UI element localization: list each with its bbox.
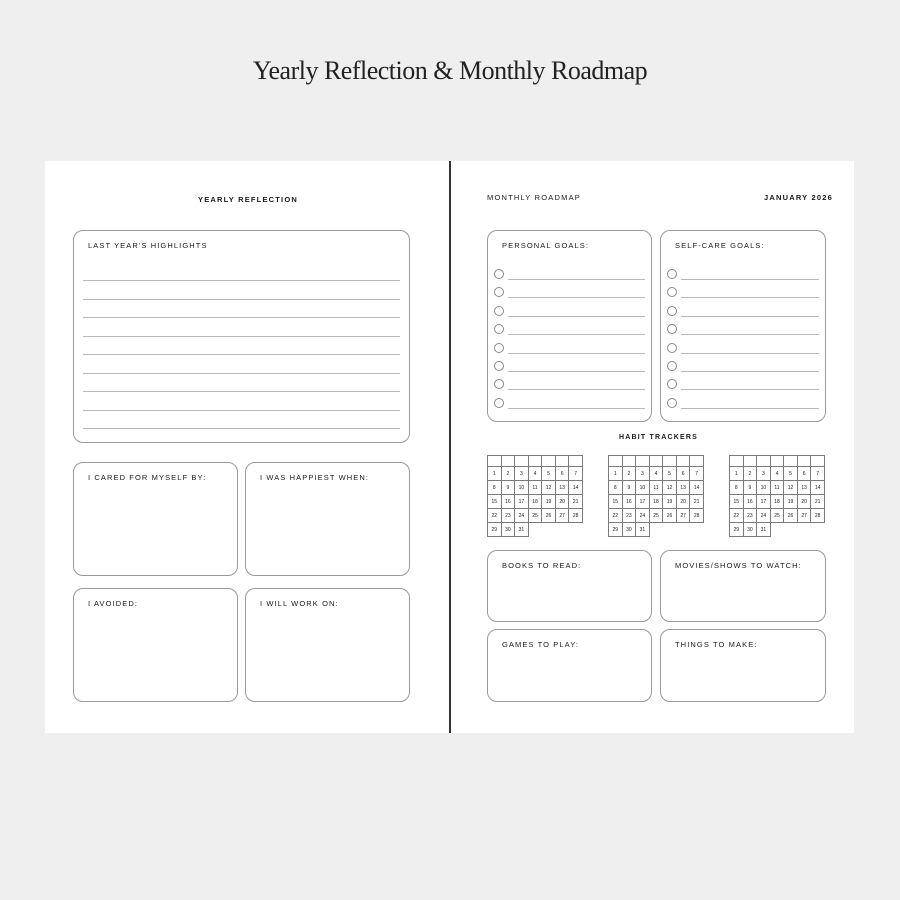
tracker-day-cell[interactable]: 19 (784, 495, 798, 509)
tracker-header-cell[interactable] (663, 456, 677, 467)
goal-line (681, 297, 819, 298)
tracker-header-cell[interactable] (515, 456, 529, 467)
tracker-empty-cell (528, 523, 542, 537)
tracker-day-cell[interactable]: 17 (757, 495, 771, 509)
tracker-day-cell[interactable]: 30 (622, 523, 636, 537)
will-work-on-box[interactable] (245, 588, 410, 702)
writing-line (83, 391, 400, 392)
games-to-play-box[interactable] (487, 629, 652, 702)
tracker-header-cell[interactable] (770, 456, 784, 467)
tracker-header-cell[interactable] (690, 456, 704, 467)
tracker-day-cell[interactable]: 22 (488, 509, 502, 523)
goal-checkbox[interactable] (667, 324, 677, 334)
goal-checkbox[interactable] (667, 306, 677, 316)
movies-shows-label: MOVIES/SHOWS TO WATCH: (675, 561, 802, 570)
tracker-header-cell[interactable] (555, 456, 569, 467)
tracker-day-cell[interactable]: 3 (636, 467, 650, 481)
tracker-day-cell[interactable]: 23 (501, 509, 515, 523)
tracker-day-cell[interactable]: 15 (609, 495, 623, 509)
movies-shows-box[interactable] (660, 550, 826, 622)
tracker-day-cell[interactable]: 9 (743, 481, 757, 495)
writing-line (83, 428, 400, 429)
goal-line (681, 371, 819, 372)
tracker-day-cell[interactable]: 20 (555, 495, 569, 509)
writing-line (83, 280, 400, 281)
goal-line (681, 279, 819, 280)
tracker-header-cell[interactable] (730, 456, 744, 467)
goal-checkbox[interactable] (667, 269, 677, 279)
writing-line (83, 299, 400, 300)
tracker-day-cell[interactable]: 2 (501, 467, 515, 481)
tracker-empty-cell (663, 523, 677, 537)
yearly-reflection-heading: YEARLY REFLECTION (198, 195, 298, 204)
tracker-header-cell[interactable] (622, 456, 636, 467)
tracker-header-cell[interactable] (676, 456, 690, 467)
tracker-empty-cell (542, 523, 556, 537)
tracker-day-cell[interactable]: 10 (636, 481, 650, 495)
tracker-day-cell[interactable]: 10 (515, 481, 529, 495)
tracker-day-cell[interactable]: 15 (730, 495, 744, 509)
goal-checkbox[interactable] (667, 379, 677, 389)
tracker-day-cell[interactable]: 24 (757, 509, 771, 523)
tracker-empty-cell (797, 523, 811, 537)
tracker-day-cell[interactable]: 21 (569, 495, 583, 509)
selfcare-goals-box[interactable] (660, 230, 826, 422)
tracker-day-cell[interactable]: 8 (488, 481, 502, 495)
avoided-box[interactable] (73, 588, 238, 702)
goal-checkbox[interactable] (667, 398, 677, 408)
tracker-day-cell[interactable]: 5 (542, 467, 556, 481)
goal-checkbox[interactable] (494, 343, 504, 353)
tracker-day-cell[interactable]: 12 (784, 481, 798, 495)
tracker-day-cell[interactable]: 1 (730, 467, 744, 481)
tracker-day-cell[interactable]: 17 (636, 495, 650, 509)
selfcare-goals-label: SELF-CARE GOALS: (675, 241, 765, 250)
tracker-day-cell[interactable]: 18 (528, 495, 542, 509)
tracker-day-cell[interactable]: 13 (676, 481, 690, 495)
tracker-day-cell[interactable]: 5 (784, 467, 798, 481)
tracker-day-cell[interactable]: 18 (649, 495, 663, 509)
tracker-day-cell[interactable]: 4 (770, 467, 784, 481)
tracker-day-cell[interactable]: 14 (811, 481, 825, 495)
goal-line (508, 334, 645, 335)
tracker-day-cell[interactable]: 23 (622, 509, 636, 523)
tracker-day-cell[interactable]: 11 (528, 481, 542, 495)
tracker-day-cell[interactable]: 19 (542, 495, 556, 509)
tracker-day-cell[interactable]: 14 (690, 481, 704, 495)
tracker-day-cell[interactable]: 24 (515, 509, 529, 523)
tracker-header-cell[interactable] (649, 456, 663, 467)
goal-line (681, 389, 819, 390)
tracker-header-cell[interactable] (501, 456, 515, 467)
tracker-day-cell[interactable]: 27 (676, 509, 690, 523)
goal-checkbox[interactable] (494, 361, 504, 371)
goal-checkbox[interactable] (667, 343, 677, 353)
goal-checkbox[interactable] (494, 287, 504, 297)
tracker-day-cell[interactable]: 3 (757, 467, 771, 481)
tracker-day-cell[interactable]: 26 (542, 509, 556, 523)
happiest-when-label: I WAS HAPPIEST WHEN: (260, 473, 370, 482)
habit-tracker-1[interactable] (487, 455, 583, 537)
tracker-day-cell[interactable]: 1 (609, 467, 623, 481)
cared-for-myself-label: I CARED FOR MYSELF BY: (88, 473, 207, 482)
tracker-day-cell[interactable]: 11 (770, 481, 784, 495)
tracker-day-cell[interactable]: 29 (488, 523, 502, 537)
tracker-day-cell[interactable]: 14 (569, 481, 583, 495)
writing-line (83, 410, 400, 411)
tracker-day-cell[interactable]: 17 (515, 495, 529, 509)
tracker-day-cell[interactable]: 16 (622, 495, 636, 509)
tracker-day-cell[interactable]: 9 (622, 481, 636, 495)
tracker-empty-cell (770, 523, 784, 537)
tracker-day-cell[interactable]: 16 (743, 495, 757, 509)
goal-line (508, 316, 645, 317)
tracker-header-cell[interactable] (569, 456, 583, 467)
tracker-day-cell[interactable]: 25 (770, 509, 784, 523)
tracker-header-cell[interactable] (636, 456, 650, 467)
tracker-day-cell[interactable]: 26 (663, 509, 677, 523)
tracker-day-cell[interactable]: 1 (488, 467, 502, 481)
highlights-label: LAST YEAR'S HIGHLIGHTS (88, 241, 208, 250)
happiest-when-box[interactable] (245, 462, 410, 576)
tracker-day-cell[interactable]: 29 (730, 523, 744, 537)
tracker-day-cell[interactable]: 30 (743, 523, 757, 537)
goal-checkbox[interactable] (667, 361, 677, 371)
tracker-header-cell[interactable] (528, 456, 542, 467)
goal-line (681, 353, 819, 354)
tracker-day-cell[interactable]: 26 (784, 509, 798, 523)
tracker-empty-cell (784, 523, 798, 537)
tracker-day-cell[interactable]: 31 (515, 523, 529, 537)
goal-line (508, 408, 645, 409)
tracker-day-cell[interactable]: 25 (528, 509, 542, 523)
tracker-day-cell[interactable]: 13 (797, 481, 811, 495)
tracker-empty-cell (676, 523, 690, 537)
tracker-day-cell[interactable]: 5 (663, 467, 677, 481)
goal-line (681, 408, 819, 409)
monthly-roadmap-heading: MONTHLY ROADMAP (487, 193, 581, 202)
tracker-day-cell[interactable]: 12 (542, 481, 556, 495)
games-to-play-label: GAMES TO PLAY: (502, 640, 580, 649)
books-to-read-box[interactable] (487, 550, 652, 622)
writing-line (83, 373, 400, 374)
tracker-day-cell[interactable]: 21 (690, 495, 704, 509)
writing-line (83, 354, 400, 355)
tracker-day-cell[interactable]: 4 (649, 467, 663, 481)
goal-checkbox[interactable] (494, 324, 504, 334)
page-gutter (449, 161, 451, 733)
tracker-empty-cell (649, 523, 663, 537)
tracker-day-cell[interactable]: 24 (636, 509, 650, 523)
tracker-day-cell[interactable]: 3 (515, 467, 529, 481)
tracker-empty-cell (811, 523, 825, 537)
goal-line (681, 334, 819, 335)
things-to-make-box[interactable] (660, 629, 826, 702)
cared-for-myself-box[interactable] (73, 462, 238, 576)
things-to-make-label: THINGS TO MAKE: (675, 640, 758, 649)
tracker-empty-cell (690, 523, 704, 537)
tracker-day-cell[interactable]: 28 (811, 509, 825, 523)
tracker-day-cell[interactable]: 12 (663, 481, 677, 495)
tracker-header-cell[interactable] (784, 456, 798, 467)
goal-line (508, 279, 645, 280)
goal-line (508, 371, 645, 372)
tracker-header-cell[interactable] (542, 456, 556, 467)
goal-line (681, 316, 819, 317)
tracker-day-cell[interactable]: 30 (501, 523, 515, 537)
personal-goals-label: PERSONAL GOALS: (502, 241, 590, 250)
tracker-day-cell[interactable]: 19 (663, 495, 677, 509)
tracker-day-cell[interactable]: 7 (569, 467, 583, 481)
tracker-day-cell[interactable]: 7 (811, 467, 825, 481)
goal-checkbox[interactable] (494, 398, 504, 408)
tracker-day-cell[interactable]: 9 (501, 481, 515, 495)
goal-checkbox[interactable] (667, 287, 677, 297)
tracker-header-cell[interactable] (609, 456, 623, 467)
tracker-day-cell[interactable]: 31 (636, 523, 650, 537)
goal-line (508, 297, 645, 298)
writing-line (83, 317, 400, 318)
tracker-day-cell[interactable]: 7 (690, 467, 704, 481)
tracker-day-cell[interactable]: 6 (797, 467, 811, 481)
tracker-day-cell[interactable]: 13 (555, 481, 569, 495)
goal-checkbox[interactable] (494, 269, 504, 279)
tracker-day-cell[interactable]: 18 (770, 495, 784, 509)
goal-checkbox[interactable] (494, 306, 504, 316)
tracker-day-cell[interactable]: 20 (676, 495, 690, 509)
tracker-empty-cell (569, 523, 583, 537)
tracker-day-cell[interactable]: 6 (676, 467, 690, 481)
goal-line (508, 353, 645, 354)
tracker-day-cell[interactable]: 11 (649, 481, 663, 495)
tracker-day-cell[interactable]: 2 (622, 467, 636, 481)
tracker-day-cell[interactable]: 29 (609, 523, 623, 537)
habit-tracker-3[interactable] (729, 455, 825, 537)
tracker-day-cell[interactable]: 8 (609, 481, 623, 495)
highlights-box[interactable] (73, 230, 410, 443)
tracker-day-cell[interactable]: 22 (609, 509, 623, 523)
habit-trackers-heading: HABIT TRACKERS (619, 434, 699, 441)
personal-goals-box[interactable] (487, 230, 652, 422)
tracker-day-cell[interactable]: 25 (649, 509, 663, 523)
planner-spread (45, 161, 854, 733)
tracker-day-cell[interactable]: 28 (690, 509, 704, 523)
tracker-day-cell[interactable]: 2 (743, 467, 757, 481)
tracker-header-cell[interactable] (797, 456, 811, 467)
tracker-day-cell[interactable]: 21 (811, 495, 825, 509)
tracker-header-cell[interactable] (743, 456, 757, 467)
tracker-header-cell[interactable] (811, 456, 825, 467)
tracker-header-cell[interactable] (757, 456, 771, 467)
tracker-day-cell[interactable]: 27 (555, 509, 569, 523)
avoided-label: I AVOIDED: (88, 599, 139, 608)
tracker-day-cell[interactable]: 31 (757, 523, 771, 537)
tracker-day-cell[interactable]: 20 (797, 495, 811, 509)
tracker-day-cell[interactable]: 22 (730, 509, 744, 523)
page-title: Yearly Reflection & Monthly Roadmap (252, 56, 648, 85)
tracker-day-cell[interactable]: 10 (757, 481, 771, 495)
books-to-read-label: BOOKS TO READ: (502, 561, 582, 570)
writing-line (83, 336, 400, 337)
tracker-empty-cell (555, 523, 569, 537)
will-work-on-label: I WILL WORK ON: (260, 599, 339, 608)
tracker-day-cell[interactable]: 15 (488, 495, 502, 509)
goal-line (508, 389, 645, 390)
tracker-day-cell[interactable]: 16 (501, 495, 515, 509)
tracker-day-cell[interactable]: 4 (528, 467, 542, 481)
month-label: JANUARY 2026 (764, 193, 834, 202)
tracker-day-cell[interactable]: 28 (569, 509, 583, 523)
tracker-day-cell[interactable]: 27 (797, 509, 811, 523)
tracker-day-cell[interactable]: 8 (730, 481, 744, 495)
habit-tracker-2[interactable] (608, 455, 704, 537)
tracker-header-cell[interactable] (488, 456, 502, 467)
tracker-day-cell[interactable]: 23 (743, 509, 757, 523)
goal-checkbox[interactable] (494, 379, 504, 389)
tracker-day-cell[interactable]: 6 (555, 467, 569, 481)
